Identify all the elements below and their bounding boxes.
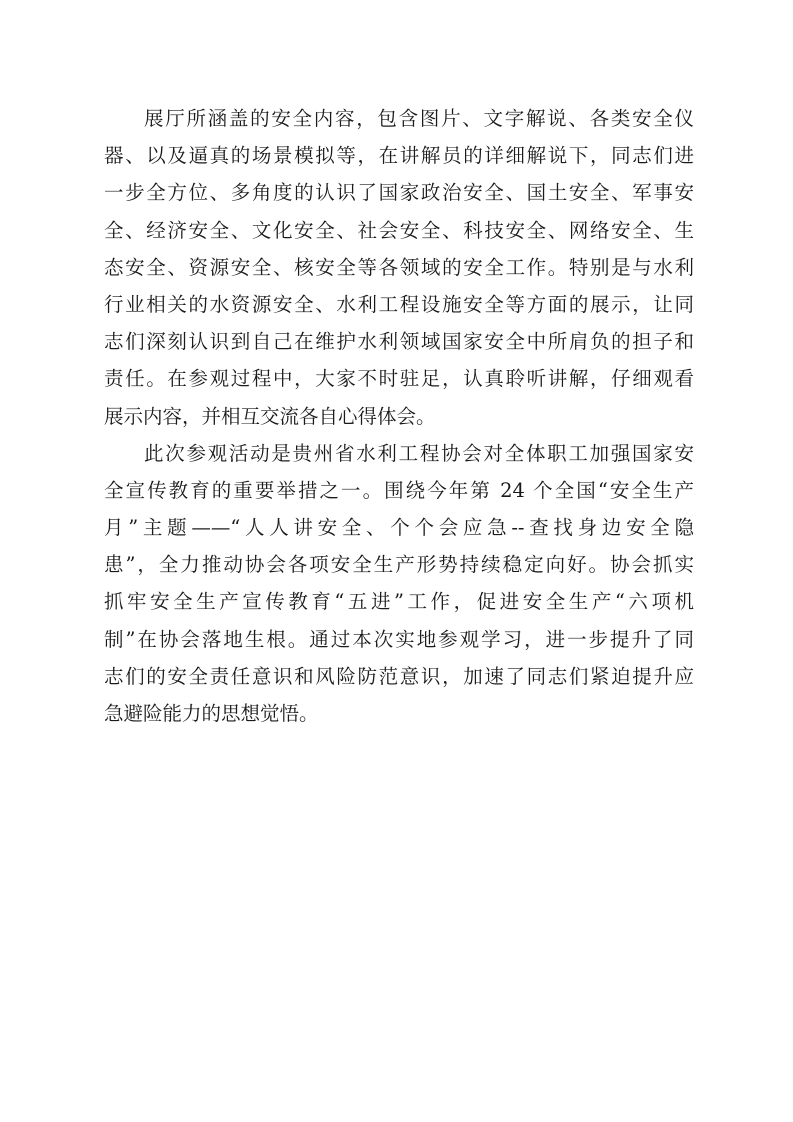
paragraph-2 xyxy=(104,435,694,733)
paragraph-1-line-8: 责任。在参观过程中，大家不时驻足，认真聆听讲解，仔细观看 xyxy=(104,367,694,391)
paragraph-1-line-9: 展示内容，并相互交流各自心得体会。 xyxy=(104,404,436,428)
paragraph-2-line-6: 制”在协会落地生根。通过本次实地参观学习，进一步提升了同 xyxy=(104,627,694,651)
paragraph-1 xyxy=(104,100,694,435)
paragraph-2-line-7: 志们的安全责任意识和风险防范意识，加速了同志们紧迫提升应 xyxy=(104,664,694,688)
paragraph-2-line-5: 抓牢安全生产宣传教育“五进”工作，促进安全生产“六项机 xyxy=(104,590,694,614)
paragraph-2-line-3: 月”主题——“人人讲安全、个个会应急--查找身边安全隐 xyxy=(104,516,694,540)
paragraph-2-line-8: 急避险能力的思想觉悟。 xyxy=(104,702,319,725)
paragraph-1-line-2: 器、以及逼真的场景模拟等，在讲解员的详细解说下，同志们进 xyxy=(104,144,694,168)
paragraph-2-line-2: 全宣传教育的重要举措之一。围绕今年第 24 个全国“安全生产 xyxy=(104,478,694,502)
paragraph-2-line-4: 患”，全力推动协会各项安全生产形势持续稳定向好。协会抓实 xyxy=(104,553,694,577)
paragraph-1-line-7: 志们深刻认识到自己在维护水利领域国家安全中所肩负的担子和 xyxy=(104,330,694,354)
paragraph-1-line-4: 全、经济安全、文化安全、社会安全、科技安全、网络安全、生 xyxy=(104,218,694,242)
paragraph-2-line-1: 此次参观活动是贵州省水利工程协会对全体职工加强国家安 xyxy=(144,441,694,465)
paragraph-1-line-5: 态安全、资源安全、核安全等各领域的安全工作。特别是与水利 xyxy=(104,255,694,279)
paragraph-1-line-1: 展厅所涵盖的安全内容，包含图片、文字解说、各类安全仪 xyxy=(144,107,694,130)
document-body xyxy=(104,100,694,732)
paragraph-1-line-3: 一步全方位、多角度的认识了国家政治安全、国土安全、军事安 xyxy=(104,181,694,205)
paragraph-1-line-6: 行业相关的水资源安全、水利工程设施安全等方面的展示，让同 xyxy=(104,292,694,316)
